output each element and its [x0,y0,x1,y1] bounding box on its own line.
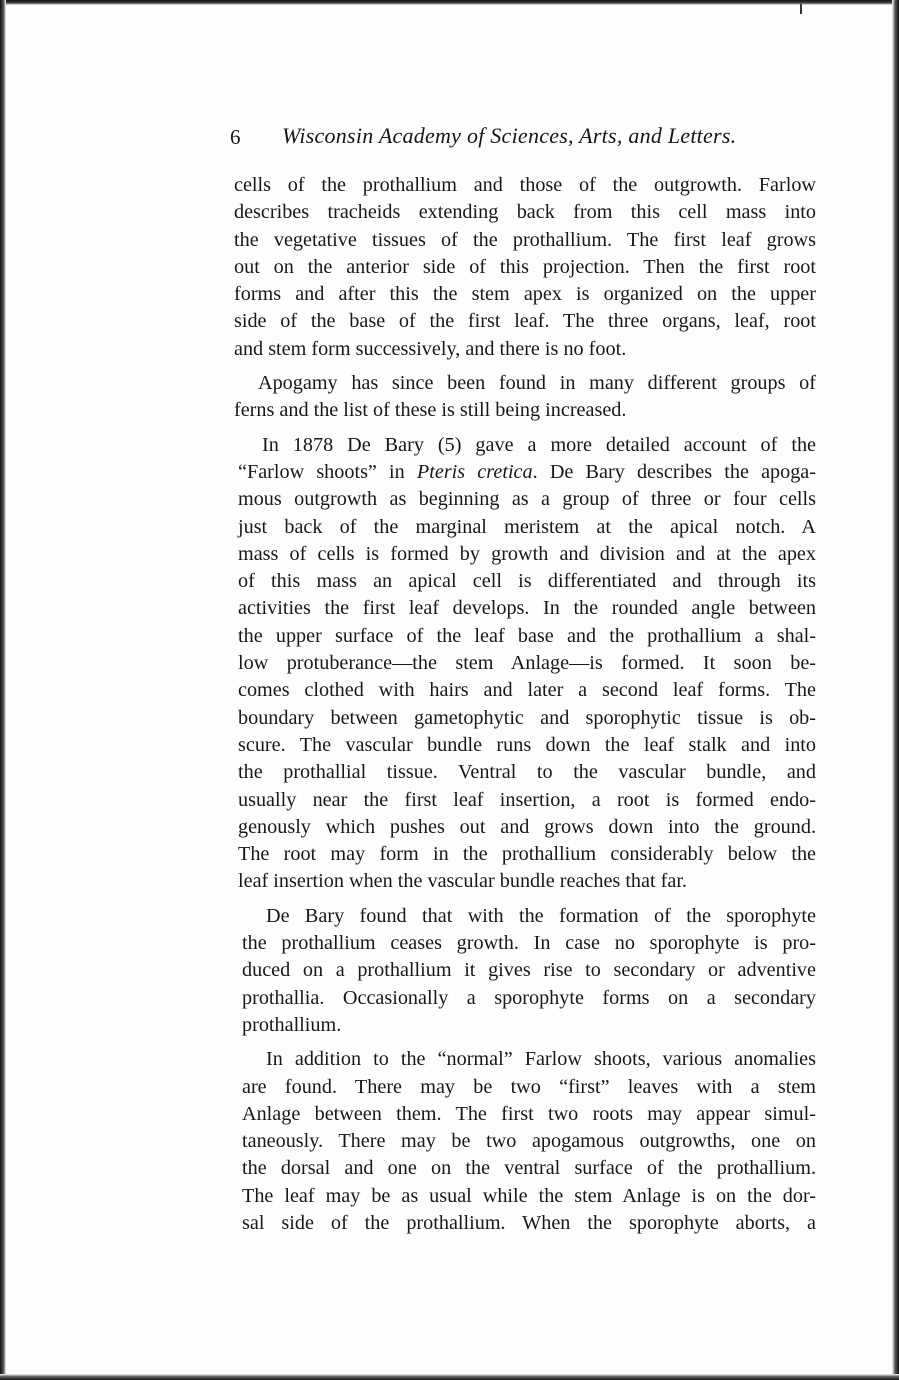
text-line: out on the anterior side of this projection. Then the first root [234,255,816,278]
text-line: the prothallium ceases growth. In case no sporophyte is pro- [242,932,816,955]
scan-edge-bottom [0,1374,899,1380]
text-line: cells of the prothallium and those of the outgrowth. Farlow [234,174,816,196]
text-line: sal side of the prothallium. When the sporophyte aborts, a [242,1211,816,1234]
paragraph [234,172,816,363]
scan-mark [800,4,802,14]
text-line: the dorsal and one on the ventral surface of the prothallium. [242,1157,816,1180]
text-line: duced on a prothallium it gives rise to secondary or adventive [242,959,816,982]
text-line: prothallia. Occasionally a sporophyte forms on a secondary [242,986,816,1009]
text-line: Anlage between them. The first two roots may appear simul- [242,1102,816,1125]
text-line: “Farlow shoots” in Pteris cretica. De Bary describes the apoga- [238,460,816,483]
text-line: mous outgrowth as beginning as a group of three or four cells [238,488,816,511]
text-line: the upper surface of the leaf base and the prothallium a shal- [238,624,816,647]
text-line: boundary between gametophytic and sporophytic tissue is ob- [238,706,816,729]
text-line: just back of the marginal meristem at the apical notch. A [238,515,816,538]
text-line: comes clothed with hairs and later a second leaf forms. The [238,679,816,702]
text-line: and stem form successively, and there is no foot. [234,337,627,360]
text-line: low protuberance—the stem Anlage—is formed. It soon be- [238,652,816,675]
text-line: In addition to the “normal” Farlow shoots, various anomalies [266,1048,816,1071]
page-header [230,121,800,155]
species-name: Pteris cretica [416,460,533,483]
text-line: forms and after this the stem apex is organized on the upper [234,283,816,306]
text-line: In 1878 De Bary (5) gave a more detailed account of the [262,433,816,456]
text-line: the vegetative tissues of the prothallium. The first leaf grows [234,228,816,251]
scan-edge-top [0,0,899,5]
paragraph [238,432,816,896]
text-line: mass of cells is formed by growth and division and at the apex [238,542,816,565]
text-line: describes tracheids extending back from this cell mass into [234,201,816,224]
scan-edge-left [0,0,6,1380]
text-line: taneously. There may be two apogamous outgrowths, one on [242,1130,816,1153]
paragraph [234,370,816,425]
text-line: De Bary found that with the formation of the sporophyte [266,904,816,927]
text-line: side of the base of the first leaf. The three organs, leaf, root [234,310,816,333]
text-line: ferns and the list of these is still being increased. [234,399,627,422]
text-line: of this mass an apical cell is differentiated and through its [238,570,816,593]
text-line: Apogamy has since been found in many different groups of [258,372,816,395]
text-line: are found. There may be two “first” leaves with a stem [242,1075,816,1098]
paragraph [242,903,816,1039]
text-line: prothallium. [242,1013,342,1036]
text-line: The root may form in the prothallium considerably below the [238,843,816,866]
text-line: The leaf may be as usual while the stem Anlage is on the dor- [242,1184,816,1207]
text-line: scure. The vascular bundle runs down the leaf stalk and into [238,733,816,756]
text-line: usually near the first leaf insertion, a root is formed endo- [238,788,816,811]
page-number: 6 [230,125,241,149]
running-title: Wisconsin Academy of Sciences, Arts, and Letters. [282,123,737,148]
text-line: genously which pushes out and grows down into the ground. [238,815,816,838]
text-line: activities the first leaf develops. In the rounded angle between [238,597,816,620]
body-text [234,172,816,1244]
text-line: leaf insertion when the vascular bundle reaches that far. [238,870,687,893]
scan-edge-right [892,0,899,1380]
paragraph [242,1046,816,1237]
text-line: the prothallial tissue. Ventral to the vascular bundle, and [238,761,816,784]
